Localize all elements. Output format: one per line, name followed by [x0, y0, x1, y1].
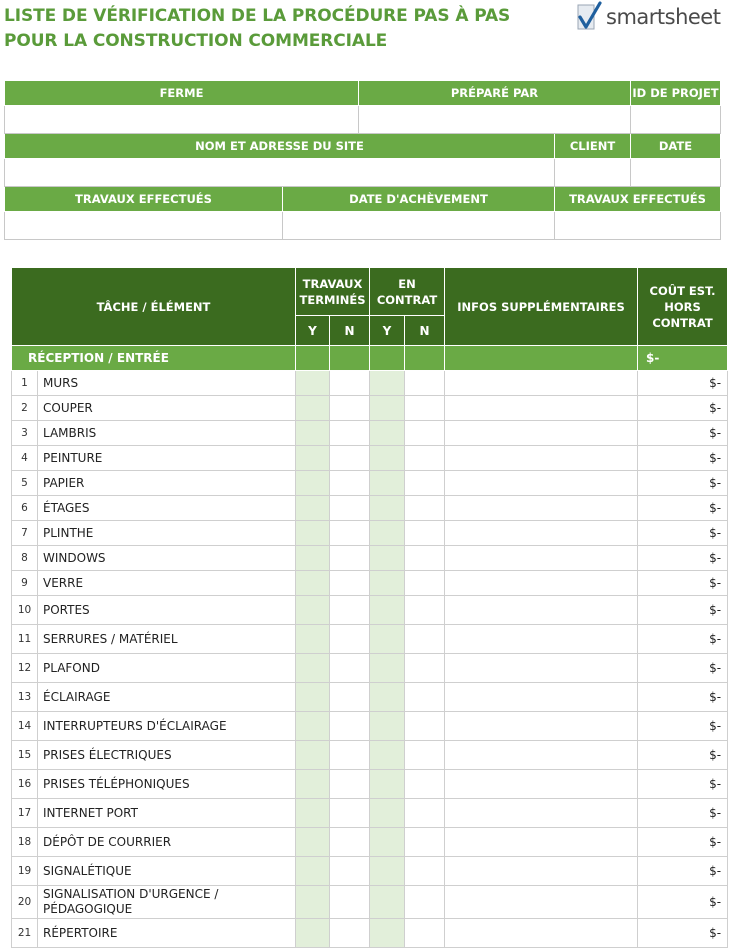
contract-no-cell[interactable] — [405, 886, 445, 919]
row-number: 16 — [12, 770, 38, 799]
done-yes-cell[interactable] — [296, 741, 330, 770]
done-yes-cell[interactable] — [296, 625, 330, 654]
header-prepared-by-label: PRÉPARÉ PAR — [359, 81, 631, 106]
row-number: 9 — [12, 571, 38, 596]
contract-yes-cell[interactable] — [370, 396, 405, 421]
additional-info-cell[interactable] — [445, 741, 638, 770]
done-no-cell[interactable] — [330, 919, 370, 948]
cost-cell: $- — [638, 886, 728, 919]
task-label: SIGNALÉTIQUE — [38, 857, 296, 886]
contract-yes-cell[interactable] — [370, 571, 405, 596]
contract-no-cell[interactable] — [405, 828, 445, 857]
section-title: RÉCEPTION / ENTRÉE — [12, 346, 296, 371]
cost-cell: $- — [638, 571, 728, 596]
contract-no-cell[interactable] — [405, 371, 445, 396]
contract-yes-cell[interactable] — [370, 919, 405, 948]
contract-no-cell[interactable] — [405, 799, 445, 828]
done-no-cell[interactable] — [330, 712, 370, 741]
done-no-cell[interactable] — [330, 828, 370, 857]
done-no-cell[interactable] — [330, 683, 370, 712]
client-field[interactable] — [555, 159, 631, 187]
done-no-cell[interactable] — [330, 654, 370, 683]
contract-no-cell[interactable] — [405, 446, 445, 471]
cost-cell: $- — [638, 919, 728, 948]
row-number: 10 — [12, 596, 38, 625]
contract-no-cell[interactable] — [405, 741, 445, 770]
table-row — [12, 421, 728, 446]
task-label: VERRE — [38, 571, 296, 596]
row-number: 18 — [12, 828, 38, 857]
row-number: 15 — [12, 741, 38, 770]
header-client: CLIENT — [555, 134, 631, 159]
row-number: 3 — [12, 421, 38, 446]
done-yes-cell[interactable] — [296, 828, 330, 857]
row-number: 6 — [12, 496, 38, 521]
done-no-cell[interactable] — [330, 741, 370, 770]
table-row — [12, 654, 728, 683]
smartsheet-checkmark-icon — [576, 1, 604, 33]
contract-no-cell[interactable] — [405, 683, 445, 712]
done-no-cell[interactable] — [330, 596, 370, 625]
contract-no-cell[interactable] — [405, 654, 445, 683]
additional-info-cell[interactable] — [445, 421, 638, 446]
table-row — [12, 712, 728, 741]
row-number: 12 — [12, 654, 38, 683]
cost-cell: $- — [638, 799, 728, 828]
row-number: 1 — [12, 371, 38, 396]
cost-cell: $- — [638, 521, 728, 546]
table-row — [12, 799, 728, 828]
contract-no-cell[interactable] — [405, 919, 445, 948]
contract-yes-cell[interactable] — [370, 886, 405, 919]
work-done-field[interactable] — [5, 212, 283, 240]
table-row — [12, 886, 728, 919]
row-number: 21 — [12, 919, 38, 948]
contract-yes-cell[interactable] — [370, 857, 405, 886]
task-label: PRISES ÉLECTRIQUES — [38, 741, 296, 770]
table-row — [12, 496, 728, 521]
done-yes-cell[interactable] — [296, 446, 330, 471]
task-label: WINDOWS — [38, 546, 296, 571]
prepared-by-field[interactable] — [359, 106, 631, 134]
done-yes-cell[interactable] — [296, 396, 330, 421]
work-done-field-2[interactable] — [555, 212, 721, 240]
cost-cell: $- — [638, 712, 728, 741]
done-yes-cell[interactable] — [296, 521, 330, 546]
table-row — [12, 471, 728, 496]
contract-no-cell[interactable] — [405, 857, 445, 886]
row-number: 20 — [12, 886, 38, 919]
table-row — [12, 596, 728, 625]
additional-info-cell[interactable] — [445, 654, 638, 683]
done-yes-cell[interactable] — [296, 770, 330, 799]
done-yes-cell[interactable] — [296, 496, 330, 521]
table-row — [12, 371, 728, 396]
contract-yes-cell[interactable] — [370, 625, 405, 654]
contract-yes-cell[interactable] — [370, 683, 405, 712]
contract-no-cell[interactable] — [405, 496, 445, 521]
contract-yes-cell[interactable] — [370, 471, 405, 496]
contract-no-cell[interactable] — [405, 625, 445, 654]
table-row — [12, 741, 728, 770]
task-label: PEINTURE — [38, 446, 296, 471]
project-id-field[interactable] — [631, 106, 721, 134]
task-label: COUPER — [38, 396, 296, 421]
cost-cell: $- — [638, 828, 728, 857]
contract-yes-cell[interactable] — [370, 799, 405, 828]
done-no-cell[interactable] — [330, 471, 370, 496]
table-row — [12, 828, 728, 857]
table-row — [12, 571, 728, 596]
additional-info-cell[interactable] — [445, 683, 638, 712]
additional-info-cell[interactable] — [445, 770, 638, 799]
done-yes-cell[interactable] — [296, 683, 330, 712]
cost-cell: $- — [638, 741, 728, 770]
additional-info-cell[interactable] — [445, 546, 638, 571]
contract-no-cell[interactable] — [405, 471, 445, 496]
additional-info-cell[interactable] — [445, 571, 638, 596]
done-yes-cell[interactable] — [296, 654, 330, 683]
page-title: LISTE DE VÉRIFICATION DE LA PROCÉDURE PAS À PAS POUR LA CONSTRUCTION COMMERCIALE — [4, 6, 511, 51]
cost-cell: $- — [638, 496, 728, 521]
contract-yes-cell[interactable] — [370, 521, 405, 546]
done-yes-cell[interactable] — [296, 471, 330, 496]
done-yes-cell[interactable] — [296, 857, 330, 886]
header-in-contract: EN CONTRAT — [370, 268, 445, 316]
header-farm-label: FERME — [5, 81, 359, 106]
task-label: SERRURES / MATÉRIEL — [38, 625, 296, 654]
contract-yes-cell[interactable] — [370, 828, 405, 857]
header-work-done-2: TRAVAUX EFFECTUÉS — [555, 187, 721, 212]
done-no-cell[interactable] — [330, 371, 370, 396]
additional-info-cell[interactable] — [445, 857, 638, 886]
checklist-table — [11, 267, 728, 948]
header-work-done: TRAVAUX EFFECTUÉS — [5, 187, 283, 212]
done-no-cell[interactable] — [330, 799, 370, 828]
task-label: ÉCLAIRAGE — [38, 683, 296, 712]
done-yes-cell[interactable] — [296, 799, 330, 828]
done-yes-cell[interactable] — [296, 886, 330, 919]
done-yes-cell[interactable] — [296, 371, 330, 396]
header-additional-info: INFOS SUPPLÉMENTAIRES — [445, 268, 638, 346]
table-row — [12, 521, 728, 546]
done-yes-cell[interactable] — [296, 919, 330, 948]
row-number: 14 — [12, 712, 38, 741]
cost-cell: $- — [638, 625, 728, 654]
contract-no-cell[interactable] — [405, 770, 445, 799]
contract-no-cell[interactable] — [405, 571, 445, 596]
done-no-cell[interactable] — [330, 396, 370, 421]
additional-info-cell[interactable] — [445, 712, 638, 741]
row-number: 2 — [12, 396, 38, 421]
done-no-cell[interactable] — [330, 571, 370, 596]
row-number: 13 — [12, 683, 38, 712]
additional-info-cell[interactable] — [445, 919, 638, 948]
contract-yes-cell[interactable] — [370, 496, 405, 521]
table-row — [12, 683, 728, 712]
additional-info-cell[interactable] — [445, 471, 638, 496]
cost-cell: $- — [638, 421, 728, 446]
table-row — [12, 396, 728, 421]
contract-yes-cell[interactable] — [370, 741, 405, 770]
task-label: PLINTHE — [38, 521, 296, 546]
done-no-cell[interactable] — [330, 521, 370, 546]
additional-info-cell[interactable] — [445, 886, 638, 919]
contract-yes-cell[interactable] — [370, 596, 405, 625]
header-contract-no: N — [405, 316, 445, 346]
done-no-cell[interactable] — [330, 421, 370, 446]
contract-no-cell[interactable] — [405, 596, 445, 625]
section-cost: $- — [638, 346, 728, 371]
header-done-yes: Y — [296, 316, 330, 346]
done-no-cell[interactable] — [330, 446, 370, 471]
cost-cell: $- — [638, 396, 728, 421]
additional-info-cell[interactable] — [445, 396, 638, 421]
task-label: SIGNALISATION D'URGENCE / PÉDAGOGIQUE — [38, 886, 296, 919]
header-done-no: N — [330, 316, 370, 346]
row-number: 17 — [12, 799, 38, 828]
row-number: 19 — [12, 857, 38, 886]
additional-info-cell[interactable] — [445, 625, 638, 654]
contract-no-cell[interactable] — [405, 396, 445, 421]
task-label: INTERRUPTEURS D'ÉCLAIRAGE — [38, 712, 296, 741]
task-label: PRISES TÉLÉPHONIQUES — [38, 770, 296, 799]
table-row — [12, 857, 728, 886]
done-no-cell[interactable] — [330, 625, 370, 654]
table-row — [12, 770, 728, 799]
farm-field[interactable] — [5, 106, 359, 134]
site-name-address-field[interactable] — [5, 159, 555, 187]
header-site-name-address: NOM ET ADRESSE DU SITE — [5, 134, 555, 159]
task-label: RÉPERTOIRE — [38, 919, 296, 948]
done-no-cell[interactable] — [330, 857, 370, 886]
contract-yes-cell[interactable] — [370, 446, 405, 471]
done-no-cell[interactable] — [330, 546, 370, 571]
contract-yes-cell[interactable] — [370, 546, 405, 571]
row-number: 4 — [12, 446, 38, 471]
header-project-id: ID DE PROJET — [631, 81, 721, 106]
date-field[interactable] — [631, 159, 721, 187]
additional-info-cell[interactable] — [445, 521, 638, 546]
contract-no-cell[interactable] — [405, 421, 445, 446]
table-row — [12, 546, 728, 571]
done-no-cell[interactable] — [330, 496, 370, 521]
contract-yes-cell[interactable] — [370, 421, 405, 446]
done-yes-cell[interactable] — [296, 596, 330, 625]
contract-yes-cell[interactable] — [370, 654, 405, 683]
contract-yes-cell[interactable] — [370, 712, 405, 741]
additional-info-cell[interactable] — [445, 446, 638, 471]
additional-info-cell[interactable] — [445, 371, 638, 396]
cost-cell: $- — [638, 371, 728, 396]
done-no-cell[interactable] — [330, 770, 370, 799]
header-contract-yes: Y — [370, 316, 405, 346]
row-number: 11 — [12, 625, 38, 654]
header-task: TÂCHE / ÉLÉMENT — [12, 268, 296, 346]
task-label: PORTES — [38, 596, 296, 625]
done-yes-cell[interactable] — [296, 571, 330, 596]
task-label: MURS — [38, 371, 296, 396]
cost-cell: $- — [638, 471, 728, 496]
contract-no-cell[interactable] — [405, 712, 445, 741]
additional-info-cell[interactable] — [445, 828, 638, 857]
task-label: DÉPÔT DE COURRIER — [38, 828, 296, 857]
row-number: 7 — [12, 521, 38, 546]
additional-info-cell[interactable] — [445, 496, 638, 521]
task-label: INTERNET PORT — [38, 799, 296, 828]
table-row — [12, 919, 728, 948]
row-number: 5 — [12, 471, 38, 496]
cost-cell: $- — [638, 596, 728, 625]
done-no-cell[interactable] — [330, 886, 370, 919]
additional-info-cell[interactable] — [445, 596, 638, 625]
additional-info-cell[interactable] — [445, 799, 638, 828]
row-number: 8 — [12, 546, 38, 571]
cost-cell: $- — [638, 770, 728, 799]
header-estimated-cost: COÛT EST. HORS CONTRAT — [638, 268, 728, 346]
cost-cell: $- — [638, 683, 728, 712]
contract-yes-cell[interactable] — [370, 770, 405, 799]
contract-yes-cell[interactable] — [370, 371, 405, 396]
cost-cell: $- — [638, 654, 728, 683]
project-info-grid — [4, 80, 721, 240]
task-label: ÉTAGES — [38, 496, 296, 521]
cost-cell: $- — [638, 857, 728, 886]
task-label: PLAFOND — [38, 654, 296, 683]
cost-cell: $- — [638, 546, 728, 571]
done-yes-cell[interactable] — [296, 712, 330, 741]
done-yes-cell[interactable] — [296, 546, 330, 571]
table-row — [12, 625, 728, 654]
task-label: PAPIER — [38, 471, 296, 496]
smartsheet-logo — [576, 0, 720, 34]
task-label: LAMBRIS — [38, 421, 296, 446]
header-completion-date: DATE D'ACHÈVEMENT — [283, 187, 555, 212]
contract-no-cell[interactable] — [405, 521, 445, 546]
header-work-completed: TRAVAUX TERMINÉS — [296, 268, 370, 316]
logo-text: smartsheet — [606, 5, 721, 29]
cost-cell: $- — [638, 446, 728, 471]
contract-no-cell[interactable] — [405, 546, 445, 571]
header-date: DATE — [631, 134, 721, 159]
done-yes-cell[interactable] — [296, 421, 330, 446]
table-row — [12, 446, 728, 471]
completion-date-field[interactable] — [283, 212, 555, 240]
